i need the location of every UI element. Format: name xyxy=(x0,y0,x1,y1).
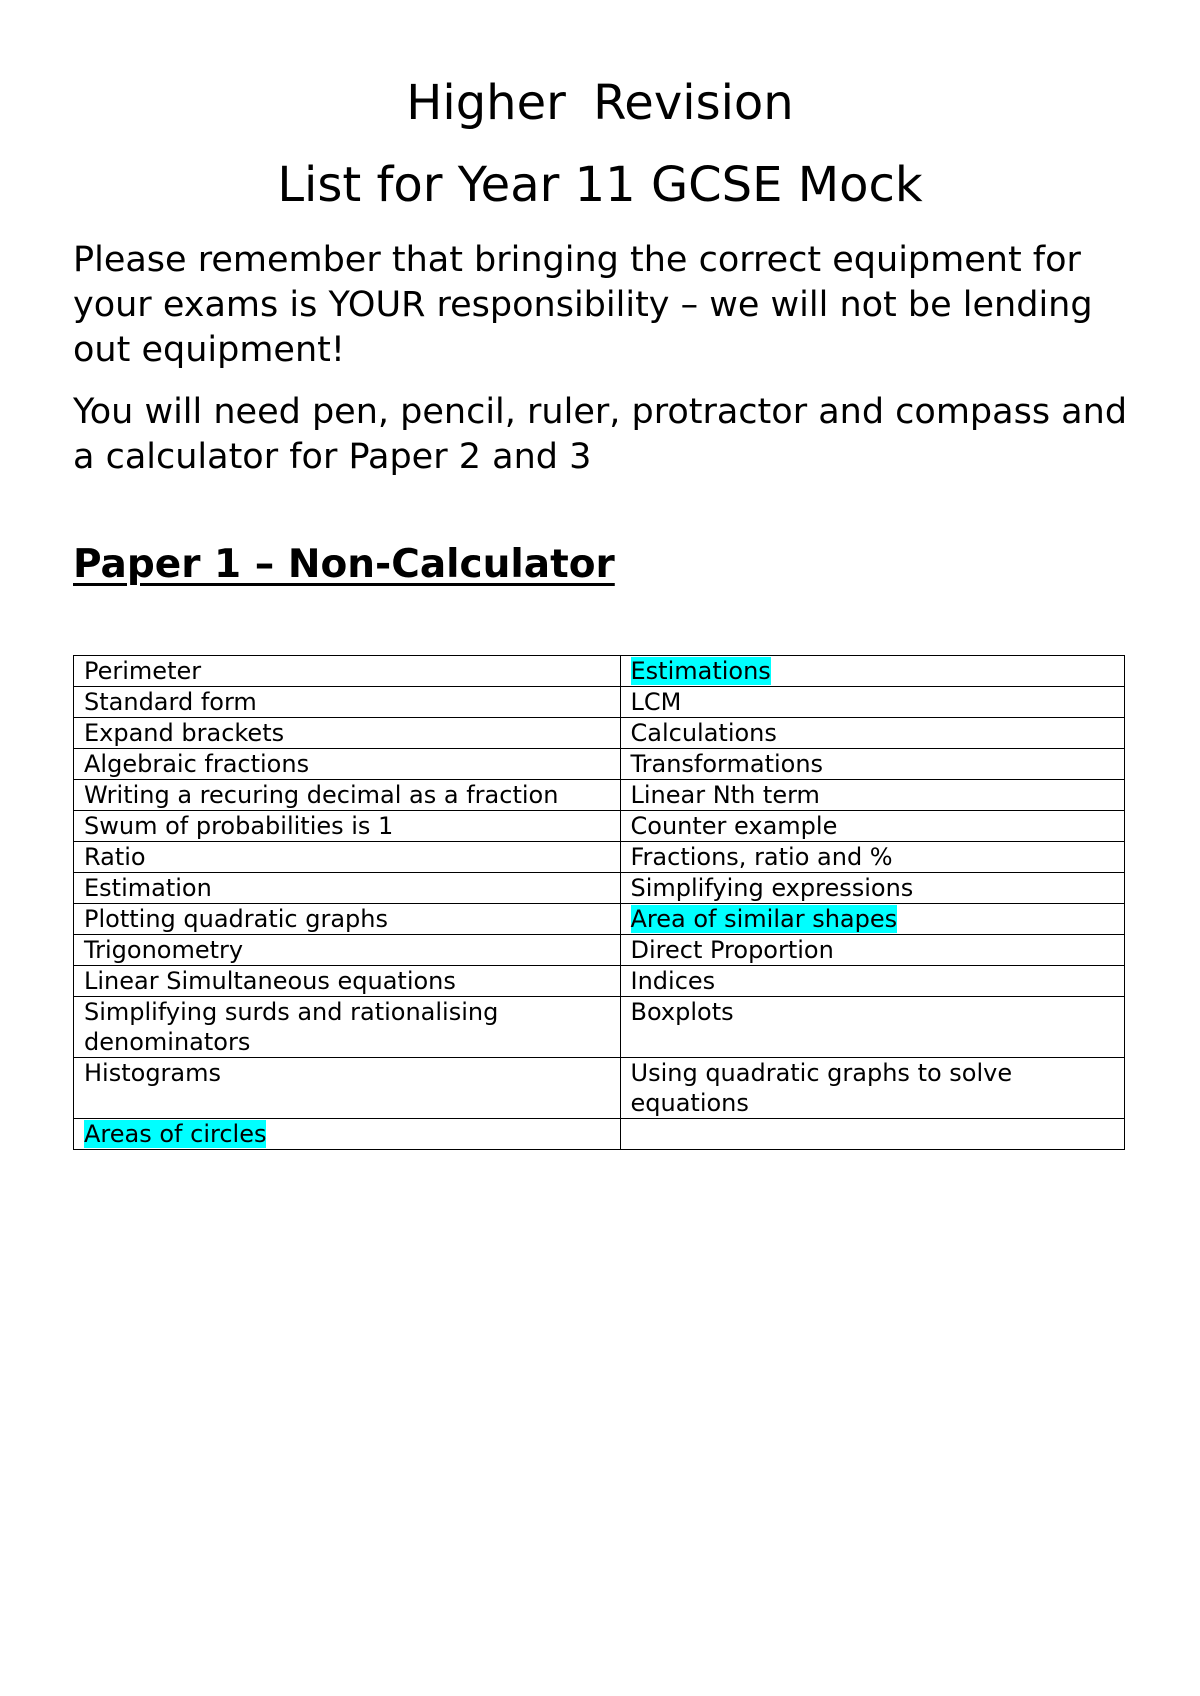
equipment-paragraph: You will need pen, pencil, ruler, protractor and compass and a calculator for Paper 2 and 3 xyxy=(73,392,1128,477)
table-row xyxy=(74,718,1125,749)
table-row xyxy=(74,966,1125,997)
table-row xyxy=(74,935,1125,966)
table-cell-right xyxy=(620,811,1125,842)
table-cell-right xyxy=(620,1058,1125,1119)
topic-label: Calculations xyxy=(630,719,777,747)
topic-label: Counter example xyxy=(630,812,838,840)
topic-label: Fractions, ratio and % xyxy=(630,843,893,871)
topic-label: Simplifying expressions xyxy=(630,874,914,902)
topic-label: Estimation xyxy=(84,874,212,902)
table-cell-right xyxy=(620,780,1125,811)
table-cell-right xyxy=(620,656,1125,687)
topic-label: Indices xyxy=(630,967,716,995)
topic-label: Algebraic fractions xyxy=(84,750,310,778)
topics-table-body xyxy=(74,656,1125,1150)
topics-table xyxy=(73,655,1125,1150)
topic-label: Simplifying surds and rationalising denominators xyxy=(84,998,499,1056)
table-cell-right xyxy=(620,1119,1125,1150)
table-cell-left xyxy=(74,718,621,749)
table-cell-left xyxy=(74,873,621,904)
table-cell-right xyxy=(620,842,1125,873)
table-cell-right xyxy=(620,687,1125,718)
document-title-line1: Higher Revision xyxy=(406,75,794,131)
table-row xyxy=(74,1119,1125,1150)
table-cell-right xyxy=(620,997,1125,1058)
intro-paragraph: Please remember that bringing the correct equipment for your exams is YOUR responsibility – we will not be lending out equipment! xyxy=(73,240,1093,370)
table-row xyxy=(74,873,1125,904)
topic-label: Estimations xyxy=(630,657,771,685)
topic-label: Standard form xyxy=(84,688,257,716)
table-row xyxy=(74,997,1125,1058)
topic-label: Writing a recuring decimal as a fraction xyxy=(84,781,559,809)
table-cell-left xyxy=(74,780,621,811)
table-row xyxy=(74,811,1125,842)
table-row xyxy=(74,656,1125,687)
topic-label: Plotting quadratic graphs xyxy=(84,905,389,933)
topic-label: Direct Proportion xyxy=(630,936,834,964)
topic-label: Areas of circles xyxy=(84,1120,267,1148)
document-title-line2: List for Year 11 GCSE Mock xyxy=(277,157,923,213)
table-cell-right xyxy=(620,718,1125,749)
topic-label: Boxplots xyxy=(630,998,734,1026)
topic-label: Trigonometry xyxy=(84,936,244,964)
table-cell-left xyxy=(74,997,621,1058)
table-cell-left xyxy=(74,811,621,842)
topic-label: Histograms xyxy=(84,1059,222,1087)
table-cell-right xyxy=(620,904,1125,935)
topic-label: Ratio xyxy=(84,843,146,871)
table-cell-left xyxy=(74,687,621,718)
topic-label: Linear Nth term xyxy=(630,781,820,809)
table-row xyxy=(74,780,1125,811)
table-cell-left xyxy=(74,966,621,997)
topic-label: Expand brackets xyxy=(84,719,285,747)
table-row xyxy=(74,687,1125,718)
table-cell-right xyxy=(620,935,1125,966)
topic-label: Area of similar shapes xyxy=(630,905,898,933)
topic-label: Using quadratic graphs to solve equations xyxy=(630,1059,1013,1117)
table-cell-right xyxy=(620,749,1125,780)
topic-label: Perimeter xyxy=(84,657,202,685)
topic-label: Swum of probabilities is 1 xyxy=(84,812,394,840)
table-cell-left xyxy=(74,842,621,873)
table-cell-right xyxy=(620,966,1125,997)
table-cell-left xyxy=(74,1058,621,1119)
section-heading-paper-1: Paper 1 – Non-Calculator xyxy=(73,542,615,587)
table-row xyxy=(74,749,1125,780)
topic-label: LCM xyxy=(630,688,682,716)
table-cell-left xyxy=(74,1119,621,1150)
table-cell-left xyxy=(74,656,621,687)
table-cell-left xyxy=(74,904,621,935)
table-row xyxy=(74,1058,1125,1119)
table-row xyxy=(74,842,1125,873)
table-row xyxy=(74,904,1125,935)
table-cell-left xyxy=(74,935,621,966)
topic-label: Transformations xyxy=(630,750,824,778)
topic-label: Linear Simultaneous equations xyxy=(84,967,456,995)
table-cell-right xyxy=(620,873,1125,904)
table-cell-left xyxy=(74,749,621,780)
